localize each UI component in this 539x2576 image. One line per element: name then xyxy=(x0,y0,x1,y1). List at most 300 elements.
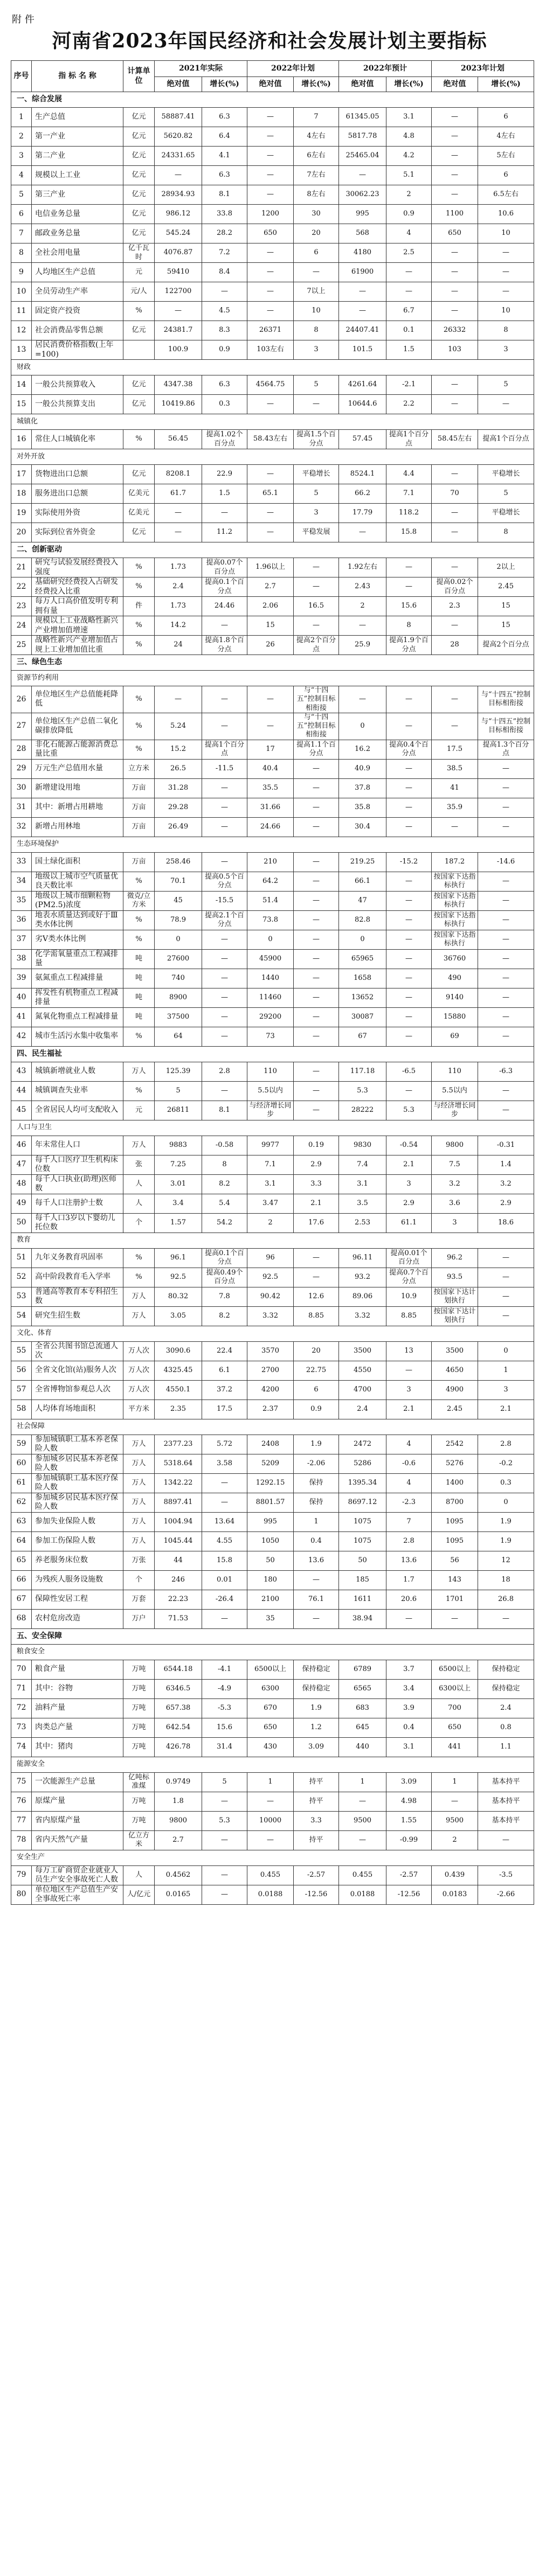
value-2023p-abs: 7.5 xyxy=(432,1155,478,1174)
row-number: 6 xyxy=(11,205,32,224)
value-2021-abs: 246 xyxy=(155,1570,202,1590)
value-2021-growth: — xyxy=(202,1609,247,1628)
value-2023p-abs: — xyxy=(432,166,478,185)
value-2022p-abs: 64.2 xyxy=(247,872,294,891)
subsection-title: 能源安全 xyxy=(11,1757,534,1772)
value-2023p-abs: — xyxy=(432,302,478,321)
indicator-name: 九年义务教育巩固率 xyxy=(32,1248,123,1268)
value-2022p-growth: — xyxy=(294,577,339,597)
value-2021-growth: 8.3 xyxy=(202,321,247,340)
value-2022e-growth: 3.4 xyxy=(386,1679,432,1698)
value-2022e-abs: 66.1 xyxy=(339,872,386,891)
value-2021-growth: 6.3 xyxy=(202,375,247,395)
value-2021-growth: 5.3 xyxy=(202,1811,247,1830)
header-growth: 增长(%) xyxy=(202,77,247,92)
indicator-name: 单位地区生产总值能耗降低 xyxy=(32,686,123,713)
value-2021-abs: — xyxy=(155,523,202,542)
value-2022p-growth: 平稳发展 xyxy=(294,523,339,542)
unit-cell: % xyxy=(123,302,155,321)
value-2021-abs: 5318.64 xyxy=(155,1454,202,1473)
value-2022p-abs: 26371 xyxy=(247,321,294,340)
table-row xyxy=(11,1341,534,1361)
value-2022p-abs: 2408 xyxy=(247,1435,294,1454)
value-2021-abs: 3090.6 xyxy=(155,1341,202,1361)
value-2023p-growth: 5 xyxy=(478,375,534,395)
table-row xyxy=(11,243,534,263)
value-2021-growth: — xyxy=(202,1792,247,1811)
value-2023p-abs: 按国家下达指标执行 xyxy=(432,872,478,891)
value-2022p-growth: — xyxy=(294,778,339,798)
row-number: 78 xyxy=(11,1830,32,1850)
value-2022p-growth: 1.2 xyxy=(294,1718,339,1737)
value-2022e-abs: 5286 xyxy=(339,1454,386,1473)
value-2023p-abs: — xyxy=(432,243,478,263)
value-2023p-abs: — xyxy=(432,147,478,166)
subsection-title: 文化、体育 xyxy=(11,1326,534,1341)
table-row xyxy=(11,558,534,577)
value-2021-abs: 26.49 xyxy=(155,817,202,837)
row-number: 50 xyxy=(11,1213,32,1233)
indicator-name: 人均地区生产总值 xyxy=(32,263,123,282)
value-2023p-abs: — xyxy=(432,263,478,282)
value-2023p-abs: 70 xyxy=(432,484,478,504)
indicator-name: 普通高等教育本专科招生数 xyxy=(32,1287,123,1306)
value-2021-growth: 提高0.1个百分点 xyxy=(202,577,247,597)
value-2021-growth: — xyxy=(202,930,247,949)
value-2023p-abs: — xyxy=(432,817,478,837)
value-2021-abs: 24331.65 xyxy=(155,147,202,166)
value-2023p-abs: — xyxy=(432,465,478,484)
unit-cell: 人/亿元 xyxy=(123,1885,155,1904)
value-2022e-abs: 645 xyxy=(339,1718,386,1737)
value-2023p-abs: 143 xyxy=(432,1570,478,1590)
value-2022e-abs: 9830 xyxy=(339,1136,386,1155)
value-2022p-growth: 1.9 xyxy=(294,1435,339,1454)
section-title: 二、创新驱动 xyxy=(11,542,534,558)
value-2023p-abs: — xyxy=(432,616,478,636)
value-2021-abs: 0 xyxy=(155,930,202,949)
row-number: 31 xyxy=(11,798,32,817)
value-2021-growth: — xyxy=(202,504,247,523)
indicator-name: 其中：猪肉 xyxy=(32,1737,123,1757)
header-growth: 增长(%) xyxy=(386,77,432,92)
value-2023p-growth: 6.5左右 xyxy=(478,185,534,205)
value-2022e-abs: 16.2 xyxy=(339,740,386,759)
indicator-name: 氨氮重点工程减排量 xyxy=(32,969,123,988)
table-row xyxy=(11,1194,534,1213)
unit-cell: 万套 xyxy=(123,1590,155,1609)
value-2022p-growth: — xyxy=(294,1062,339,1081)
value-2022p-abs: — xyxy=(247,686,294,713)
table-row xyxy=(11,1718,534,1737)
value-2022e-abs: 1.92左右 xyxy=(339,558,386,577)
value-2022p-abs: 210 xyxy=(247,852,294,872)
unit-cell: % xyxy=(123,616,155,636)
row-number: 28 xyxy=(11,740,32,759)
value-2022p-abs: 11460 xyxy=(247,988,294,1007)
value-2021-abs: — xyxy=(155,504,202,523)
table-row xyxy=(11,1101,534,1120)
value-2022e-abs: — xyxy=(339,523,386,542)
value-2023p-growth: 保持稳定 xyxy=(478,1660,534,1679)
value-2022p-abs: 6500以上 xyxy=(247,1660,294,1679)
value-2022e-abs: 50 xyxy=(339,1551,386,1570)
value-2023p-growth: — xyxy=(478,759,534,778)
value-2023p-growth: 1.9 xyxy=(478,1512,534,1531)
subsection-row xyxy=(11,1419,534,1435)
value-2023p-growth: 15 xyxy=(478,597,534,616)
value-2022p-growth: 2.9 xyxy=(294,1155,339,1174)
value-2022e-growth: -0.6 xyxy=(386,1454,432,1473)
value-2022e-growth: -15.2 xyxy=(386,852,432,872)
indicator-name: 基础研究经费投入占研发经费投入比重 xyxy=(32,577,123,597)
value-2022e-abs: 0 xyxy=(339,713,386,740)
value-2021-growth: — xyxy=(202,1473,247,1493)
value-2022e-growth: 提高1.9个百分点 xyxy=(386,636,432,655)
value-2022e-growth: 提高1个百分点 xyxy=(386,430,432,449)
subsection-row xyxy=(11,360,534,375)
value-2022p-abs: 2.7 xyxy=(247,577,294,597)
unit-cell: % xyxy=(123,872,155,891)
value-2021-growth: 31.4 xyxy=(202,1737,247,1757)
unit-cell: 万亩 xyxy=(123,817,155,837)
value-2022p-growth: 22.75 xyxy=(294,1361,339,1380)
value-2021-growth: -0.58 xyxy=(202,1136,247,1155)
value-2022e-growth: — xyxy=(386,817,432,837)
value-2021-growth: — xyxy=(202,616,247,636)
indicator-name: 参加工伤保险人数 xyxy=(32,1531,123,1551)
value-2022e-abs: 568 xyxy=(339,224,386,243)
table-row xyxy=(11,1679,534,1698)
table-row xyxy=(11,395,534,414)
value-2023p-abs: 103 xyxy=(432,340,478,360)
value-2021-abs: 96.1 xyxy=(155,1248,202,1268)
indicator-name: 参加城镇职工基本医疗保险人数 xyxy=(32,1473,123,1493)
value-2023p-abs: 1400 xyxy=(432,1473,478,1493)
value-2022e-abs: 30087 xyxy=(339,1007,386,1027)
value-2023p-growth: -6.3 xyxy=(478,1062,534,1081)
indicator-name: 社会消费品零售总额 xyxy=(32,321,123,340)
value-2021-abs: 5.24 xyxy=(155,713,202,740)
value-2021-abs: 986.12 xyxy=(155,205,202,224)
value-2022e-growth: 提高0.7个百分点 xyxy=(386,1268,432,1287)
value-2023p-growth: — xyxy=(478,891,534,910)
unit-cell: 万人次 xyxy=(123,1380,155,1400)
value-2021-abs: 8208.1 xyxy=(155,465,202,484)
value-2021-growth: 5.72 xyxy=(202,1435,247,1454)
value-2023p-growth: 2.8 xyxy=(478,1435,534,1454)
value-2021-growth: 4.55 xyxy=(202,1531,247,1551)
indicator-name: 劣Ⅴ类水体比例 xyxy=(32,930,123,949)
value-2023p-growth: 1.1 xyxy=(478,1737,534,1757)
table-row xyxy=(11,891,534,910)
value-2023p-abs: 6300以上 xyxy=(432,1679,478,1698)
value-2023p-abs: 3.2 xyxy=(432,1174,478,1194)
value-2022e-growth: 6.7 xyxy=(386,302,432,321)
value-2023p-growth: 1.4 xyxy=(478,1155,534,1174)
value-2021-growth: 13.64 xyxy=(202,1512,247,1531)
value-2022p-growth: -2.06 xyxy=(294,1454,339,1473)
value-2022p-abs: 4200 xyxy=(247,1380,294,1400)
value-2021-growth: — xyxy=(202,1493,247,1512)
value-2022e-abs: 3.1 xyxy=(339,1174,386,1194)
unit-cell: 人 xyxy=(123,1174,155,1194)
unit-cell: 亿元 xyxy=(123,465,155,484)
table-row xyxy=(11,778,534,798)
value-2023p-growth: 12 xyxy=(478,1551,534,1570)
row-number: 29 xyxy=(11,759,32,778)
value-2022p-abs: 与经济增长同步 xyxy=(247,1101,294,1120)
unit-cell: 人 xyxy=(123,1865,155,1885)
value-2022e-abs: 7.4 xyxy=(339,1155,386,1174)
value-2021-abs: 5 xyxy=(155,1081,202,1101)
value-2023p-growth: — xyxy=(478,949,534,969)
value-2022e-abs: 4180 xyxy=(339,243,386,263)
table-row xyxy=(11,1737,534,1757)
row-number: 9 xyxy=(11,263,32,282)
unit-cell: 万人次 xyxy=(123,1341,155,1361)
value-2023p-abs: 按国家下达计划执行 xyxy=(432,1287,478,1306)
value-2023p-growth: 10 xyxy=(478,224,534,243)
value-2023p-growth: 平稳增长 xyxy=(478,504,534,523)
row-number: 54 xyxy=(11,1306,32,1326)
indicator-name: 国土绿化面积 xyxy=(32,852,123,872)
indicator-name: 全省居民人均可支配收入 xyxy=(32,1101,123,1120)
row-number: 67 xyxy=(11,1590,32,1609)
row-number: 23 xyxy=(11,597,32,616)
value-2023p-abs: 17.5 xyxy=(432,740,478,759)
value-2022p-growth: 1.9 xyxy=(294,1698,339,1718)
unit-cell: % xyxy=(123,1248,155,1268)
value-2022p-abs: — xyxy=(247,147,294,166)
indicator-name: 参加城乡居民基本养老保险人数 xyxy=(32,1454,123,1473)
value-2022e-growth: — xyxy=(386,1361,432,1380)
value-2021-growth: — xyxy=(202,988,247,1007)
value-2022p-abs: 0.0188 xyxy=(247,1885,294,1904)
value-2023p-abs: 187.2 xyxy=(432,852,478,872)
unit-cell: 件 xyxy=(123,597,155,616)
value-2022e-abs: 1395.34 xyxy=(339,1473,386,1493)
value-2022e-abs: 0.0188 xyxy=(339,1885,386,1904)
value-2023p-abs: 28 xyxy=(432,636,478,655)
value-2022e-growth: 2.1 xyxy=(386,1155,432,1174)
value-2022p-growth: 7 xyxy=(294,108,339,127)
table-row xyxy=(11,185,534,205)
value-2022e-abs: — xyxy=(339,616,386,636)
row-number: 1 xyxy=(11,108,32,127)
row-number: 41 xyxy=(11,1007,32,1027)
row-number: 7 xyxy=(11,224,32,243)
indicator-name: 一般公共预算收入 xyxy=(32,375,123,395)
value-2022p-growth: 提高1.5个百分点 xyxy=(294,430,339,449)
value-2022e-growth: 7 xyxy=(386,1512,432,1531)
table-row xyxy=(11,740,534,759)
unit-cell: 亿元 xyxy=(123,205,155,224)
value-2021-abs: 3.01 xyxy=(155,1174,202,1194)
value-2022p-abs: 1.96以上 xyxy=(247,558,294,577)
value-2023p-abs: 4650 xyxy=(432,1361,478,1380)
table-row xyxy=(11,1531,534,1551)
value-2021-abs: 4076.87 xyxy=(155,243,202,263)
unit-cell: 吨 xyxy=(123,949,155,969)
value-2023p-abs: 0.439 xyxy=(432,1865,478,1885)
value-2021-abs: 70.1 xyxy=(155,872,202,891)
value-2022e-growth: 2.9 xyxy=(386,1194,432,1213)
subsection-title: 人口与卫生 xyxy=(11,1120,534,1136)
value-2021-abs: 27600 xyxy=(155,949,202,969)
value-2022p-abs: 110 xyxy=(247,1062,294,1081)
value-2022p-growth: — xyxy=(294,910,339,930)
value-2023p-growth: 基本持平 xyxy=(478,1811,534,1830)
value-2023p-abs: 56 xyxy=(432,1551,478,1570)
value-2023p-abs: 4900 xyxy=(432,1380,478,1400)
value-2022p-abs: — xyxy=(247,1830,294,1850)
indicator-name: 挥发性有机物重点工程减排量 xyxy=(32,988,123,1007)
value-2021-growth: — xyxy=(202,949,247,969)
value-2021-abs: 4325.45 xyxy=(155,1361,202,1380)
value-2022p-abs: 5209 xyxy=(247,1454,294,1473)
value-2023p-abs: 按国家下达指标执行 xyxy=(432,891,478,910)
value-2023p-abs: 提高0.02个百分点 xyxy=(432,577,478,597)
table-row xyxy=(11,1081,534,1101)
value-2022e-abs: 185 xyxy=(339,1570,386,1590)
value-2023p-abs: 441 xyxy=(432,1737,478,1757)
value-2022e-growth: 4.2 xyxy=(386,147,432,166)
value-2022e-growth: 13.6 xyxy=(386,1551,432,1570)
row-number: 15 xyxy=(11,395,32,414)
value-2022p-growth: 1 xyxy=(294,1512,339,1531)
row-number: 79 xyxy=(11,1865,32,1885)
table-row xyxy=(11,1306,534,1326)
indicator-name: 全社会用电量 xyxy=(32,243,123,263)
value-2023p-abs: — xyxy=(432,108,478,127)
row-number: 34 xyxy=(11,872,32,891)
value-2021-growth: -4.1 xyxy=(202,1660,247,1679)
row-number: 63 xyxy=(11,1512,32,1531)
value-2021-growth: — xyxy=(202,817,247,837)
unit-cell: % xyxy=(123,740,155,759)
value-2023p-abs: 58.45左右 xyxy=(432,430,478,449)
unit-cell: 张 xyxy=(123,1155,155,1174)
row-number: 44 xyxy=(11,1081,32,1101)
table-row xyxy=(11,340,534,360)
value-2023p-growth: 8 xyxy=(478,523,534,542)
indicator-name: 城市生活污水集中收集率 xyxy=(32,1027,123,1046)
value-2023p-growth: 基本持平 xyxy=(478,1792,534,1811)
unit-cell: 亿立方米 xyxy=(123,1830,155,1850)
value-2023p-abs: 650 xyxy=(432,224,478,243)
value-2021-abs: 4347.38 xyxy=(155,375,202,395)
value-2022p-abs: — xyxy=(247,243,294,263)
indicator-name: 生产总值 xyxy=(32,108,123,127)
value-2022e-growth: 118.2 xyxy=(386,504,432,523)
unit-cell: 万人次 xyxy=(123,1361,155,1380)
value-2022e-growth: 提高0.4个百分点 xyxy=(386,740,432,759)
value-2022e-abs: 1075 xyxy=(339,1531,386,1551)
value-2022p-abs: 17 xyxy=(247,740,294,759)
value-2022e-abs: — xyxy=(339,1830,386,1850)
value-2021-abs: 9883 xyxy=(155,1136,202,1155)
value-2021-growth: 5 xyxy=(202,1772,247,1792)
row-number: 65 xyxy=(11,1551,32,1570)
indicator-name: 货物进出口总额 xyxy=(32,465,123,484)
value-2021-abs: 22.23 xyxy=(155,1590,202,1609)
indicator-name: 人均体育场地面积 xyxy=(32,1400,123,1419)
row-number: 46 xyxy=(11,1136,32,1155)
value-2022p-growth: — xyxy=(294,1081,339,1101)
value-2021-growth: 17.5 xyxy=(202,1400,247,1419)
row-number: 26 xyxy=(11,686,32,713)
value-2023p-abs: 2.45 xyxy=(432,1400,478,1419)
value-2022p-growth: 保持 xyxy=(294,1493,339,1512)
table-row xyxy=(11,1512,534,1531)
row-number: 59 xyxy=(11,1435,32,1454)
section-row xyxy=(11,1628,534,1644)
value-2022p-abs: — xyxy=(247,282,294,302)
value-2022e-abs: 3.5 xyxy=(339,1194,386,1213)
value-2021-abs: 1342.22 xyxy=(155,1473,202,1493)
value-2022p-growth: 3 xyxy=(294,504,339,523)
value-2022p-growth: 0.9 xyxy=(294,1400,339,1419)
indicator-name: 每千人口执业(助理)医师数 xyxy=(32,1174,123,1194)
value-2023p-abs: — xyxy=(432,395,478,414)
value-2022p-growth: 与“十四五”控制目标相衔接 xyxy=(294,713,339,740)
table-row xyxy=(11,1772,534,1792)
unit-cell: 吨 xyxy=(123,969,155,988)
value-2022e-growth: — xyxy=(386,686,432,713)
value-2022p-growth: 2.1 xyxy=(294,1194,339,1213)
value-2022e-abs: 2.53 xyxy=(339,1213,386,1233)
table-row xyxy=(11,577,534,597)
table-row xyxy=(11,1792,534,1811)
value-2022p-abs: 6300 xyxy=(247,1679,294,1698)
value-2023p-abs: 93.5 xyxy=(432,1268,478,1287)
table-row xyxy=(11,1248,534,1268)
value-2022p-abs: 0 xyxy=(247,930,294,949)
value-2022e-growth: 5.3 xyxy=(386,1101,432,1120)
value-2021-growth: 7.2 xyxy=(202,243,247,263)
unit-cell xyxy=(123,340,155,360)
table-row xyxy=(11,1570,534,1590)
value-2023p-abs: — xyxy=(432,282,478,302)
value-2022e-abs: 24407.41 xyxy=(339,321,386,340)
indicator-name: 固定资产投资 xyxy=(32,302,123,321)
value-2021-growth: 8.2 xyxy=(202,1174,247,1194)
indicator-name: 邮政业务总量 xyxy=(32,224,123,243)
value-2022p-abs: 40.4 xyxy=(247,759,294,778)
value-2021-growth: 8.1 xyxy=(202,1101,247,1120)
indicator-table-body xyxy=(11,92,534,1905)
unit-cell: % xyxy=(123,577,155,597)
value-2023p-abs: 3.6 xyxy=(432,1194,478,1213)
value-2021-abs: 6346.5 xyxy=(155,1679,202,1698)
value-2023p-abs: 1701 xyxy=(432,1590,478,1609)
header-2021-actual: 2021年实际 xyxy=(155,61,247,77)
row-number: 76 xyxy=(11,1792,32,1811)
value-2022e-abs: 57.45 xyxy=(339,430,386,449)
header-abs: 绝对值 xyxy=(432,77,478,92)
value-2021-abs: 2.7 xyxy=(155,1830,202,1850)
value-2021-abs: — xyxy=(155,686,202,713)
unit-cell: 万户 xyxy=(123,1609,155,1628)
subsection-title: 教育 xyxy=(11,1233,534,1248)
value-2023p-abs: 96.2 xyxy=(432,1248,478,1268)
value-2023p-growth: 15 xyxy=(478,616,534,636)
row-number: 77 xyxy=(11,1811,32,1830)
value-2023p-growth: 6 xyxy=(478,166,534,185)
value-2022e-abs: 67 xyxy=(339,1027,386,1046)
value-2023p-growth: 5左右 xyxy=(478,147,534,166)
